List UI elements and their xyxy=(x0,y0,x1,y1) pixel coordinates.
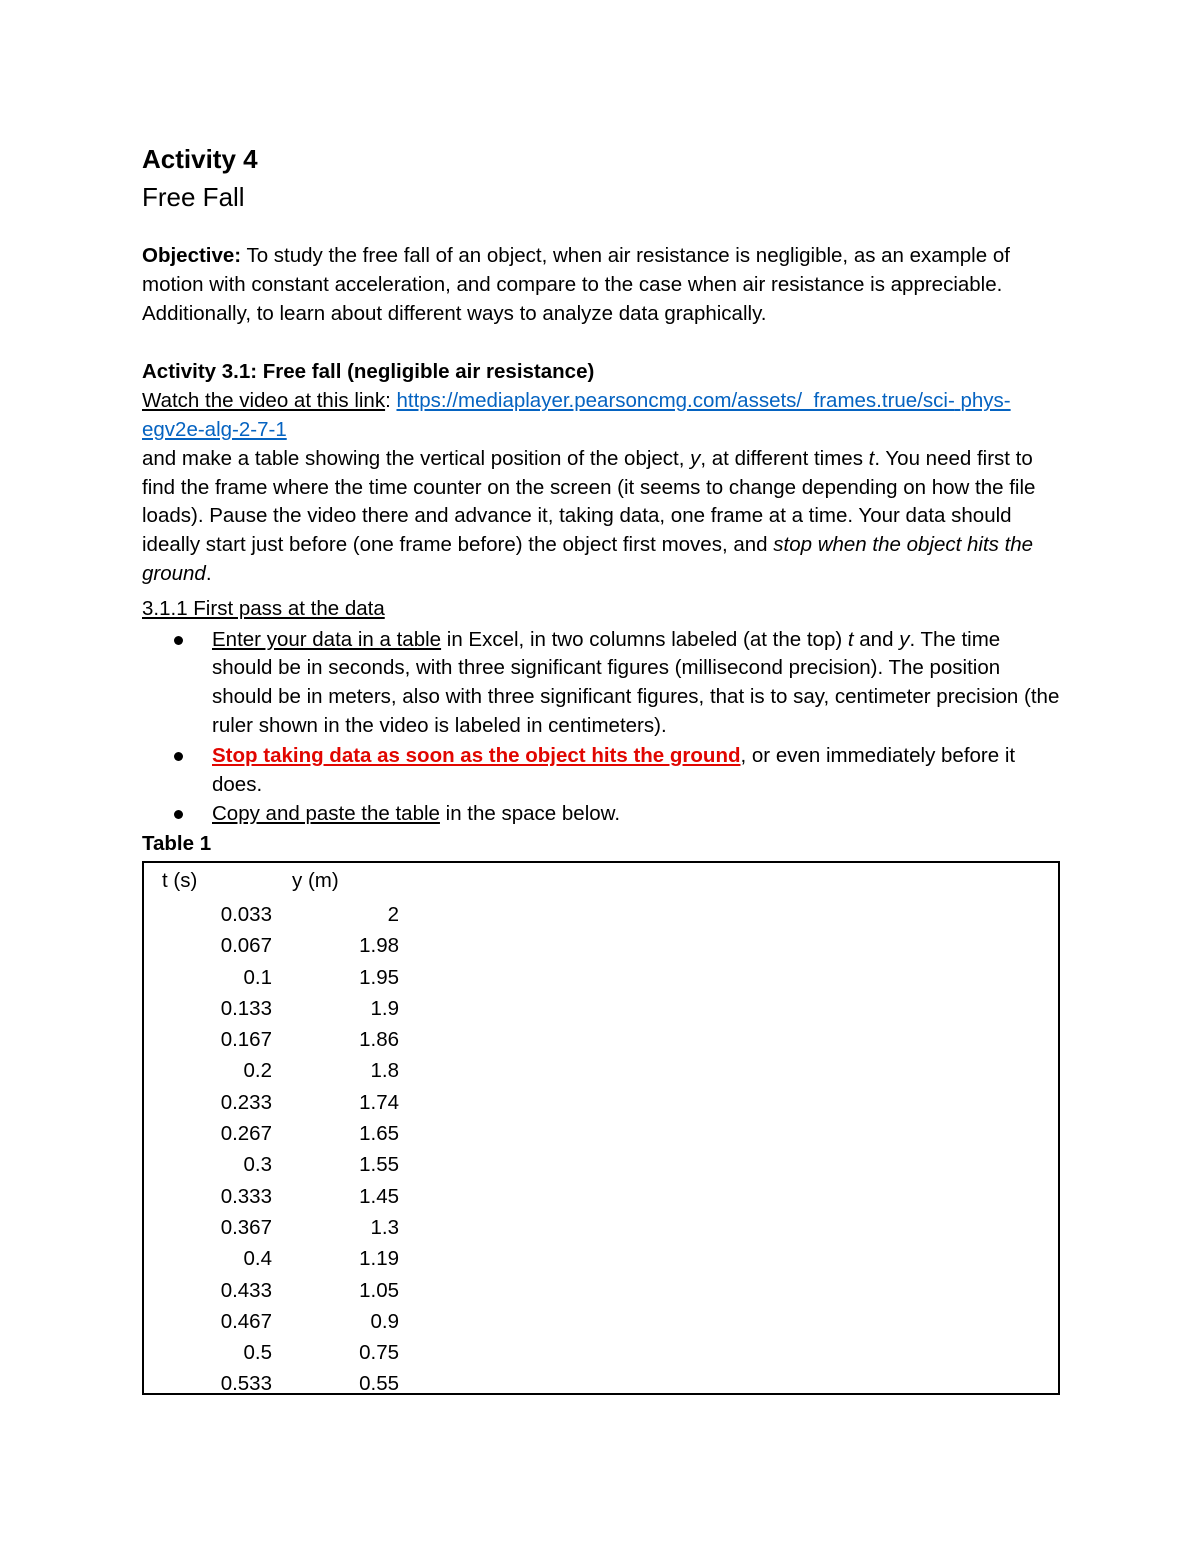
instruction-bullets xyxy=(142,626,1062,830)
cell-t: 0.2 xyxy=(243,1059,272,1083)
column-header-y: y (m) xyxy=(292,868,339,892)
cell-y: 1.98 xyxy=(359,934,399,958)
cell-t: 0.5 xyxy=(243,1341,272,1365)
bullet-dot-icon xyxy=(174,810,183,819)
objective-label: Objective: xyxy=(142,244,242,267)
bullet-copy-paste xyxy=(142,800,1062,829)
cell-y: 1.55 xyxy=(359,1153,399,1177)
cell-t: 0.033 xyxy=(220,902,272,926)
table-row xyxy=(144,1087,444,1118)
cell-y: 1.86 xyxy=(359,1028,399,1052)
column-header-t: t (s) xyxy=(162,868,198,892)
cell-t: 0.367 xyxy=(220,1215,272,1239)
data-rows xyxy=(144,899,444,1400)
title-free-fall: Free Fall xyxy=(142,182,245,212)
cell-y: 1.74 xyxy=(359,1090,399,1114)
table-row xyxy=(144,1243,444,1274)
objective-text: To study the free fall of an object, when air resistance is negligible, as an example of motion with constant acceleration, and compare to the case when air resistance is appreciable. Additionally, to learn about different ways to analyze data graphically. xyxy=(142,244,1010,325)
cell-y: 1.05 xyxy=(359,1278,399,1302)
title-activity: Activity 4 xyxy=(142,144,258,174)
cell-t: 0.133 xyxy=(220,996,272,1020)
colon-separator: : xyxy=(385,389,397,413)
cell-t: 0.267 xyxy=(220,1122,272,1146)
table-row xyxy=(144,1149,444,1180)
bullet-enter-data xyxy=(142,626,1062,741)
table-row xyxy=(144,1181,444,1212)
cell-y: 1.45 xyxy=(359,1184,399,1208)
instructions-end: . xyxy=(205,561,212,585)
cell-t: 0.3 xyxy=(243,1153,272,1177)
table-row xyxy=(144,962,444,993)
cell-y: 1.9 xyxy=(370,996,399,1020)
data-table-box xyxy=(142,861,1060,1395)
cell-t: 0.4 xyxy=(243,1247,272,1271)
cell-y: 1.3 xyxy=(370,1215,399,1239)
cell-t: 0.467 xyxy=(220,1309,272,1333)
cell-t: 0.533 xyxy=(220,1372,272,1396)
bullet1-text-b: . The time should be in seconds, with three significant figures (millisecond precision). The position should be in meters, also with three significant figures, that is to say, centimeter precision (the ruler shown in the video is labeled in centimeters). xyxy=(212,627,1060,737)
activity-3-1-instructions xyxy=(142,387,1062,589)
bullet3-text: in the space below. xyxy=(439,802,621,826)
table-row xyxy=(144,1337,444,1368)
cell-t: 0.333 xyxy=(220,1184,272,1208)
table-row xyxy=(144,1212,444,1243)
video-link-line1: https://mediaplayer.pearsoncmg.com/assets/_frames.true/sci- xyxy=(396,389,955,413)
table-row xyxy=(144,1275,444,1306)
cell-y: 0.75 xyxy=(359,1341,399,1365)
video-link-line2: phys-egv2e-alg-2-7-1 xyxy=(142,389,1011,441)
cell-y: 0.9 xyxy=(370,1309,399,1333)
table-row xyxy=(144,993,444,1024)
instructions-text-a: and make a table showing the vertical position of the object, xyxy=(142,446,691,470)
activity-3-1-heading: Activity 3.1: Free fall (negligible air resistance) xyxy=(142,360,595,384)
bullet1-and: and xyxy=(853,627,900,651)
var-y: y xyxy=(690,446,701,470)
bullet-dot-icon xyxy=(174,636,183,645)
cell-y: 1.8 xyxy=(370,1059,399,1083)
cell-t: 0.233 xyxy=(220,1090,272,1114)
cell-t: 0.167 xyxy=(220,1028,272,1052)
table-row xyxy=(144,1024,444,1055)
cell-t: 0.1 xyxy=(243,965,272,989)
var-t: t xyxy=(868,446,875,470)
bullet2-text: , or even immediately before it does. xyxy=(212,743,1016,796)
cell-y: 2 xyxy=(387,902,399,926)
cell-y: 0.55 xyxy=(359,1372,399,1396)
cell-y: 1.65 xyxy=(359,1122,399,1146)
first-pass-heading: 3.1.1 First pass at the data xyxy=(142,596,385,620)
table-row xyxy=(144,899,444,930)
document-page xyxy=(142,140,1062,1395)
instructions-text-c: . You need first to find the frame where the time counter on the screen (it seems to change depending on how the file loads). Pause the video there and advance it, taking data, one frame at a time. Your data should ideally start just before (one frame before) the object first moves, and xyxy=(142,446,1036,557)
cell-y: 1.95 xyxy=(359,965,399,989)
cell-y: 1.19 xyxy=(359,1247,399,1271)
cell-t: 0.433 xyxy=(220,1278,272,1302)
instructions-stop-italic: stop when the object hits the ground xyxy=(142,533,1034,585)
table-row xyxy=(144,1306,444,1337)
bullet1-text-a: in Excel, in two columns labeled (at the top) xyxy=(441,627,848,651)
watch-video-label: Watch the video at this link xyxy=(142,389,386,413)
bullet2-warning: Stop taking data as soon as the object hits the ground xyxy=(212,743,741,767)
table-row xyxy=(144,930,444,961)
bullet3-underlined: Copy and paste the table xyxy=(212,802,440,826)
instructions-text-b: , at different times xyxy=(700,446,869,470)
bullet-stop-taking-data xyxy=(142,742,1062,800)
bullet-dot-icon xyxy=(174,752,183,761)
objective-paragraph xyxy=(142,242,1062,328)
table-row xyxy=(144,1055,444,1086)
bullet1-var-y: y xyxy=(899,627,910,651)
bullet1-var-t: t xyxy=(847,627,854,651)
table-row xyxy=(144,1118,444,1149)
bullet1-underlined: Enter your data in a table xyxy=(212,627,442,651)
table-label: Table 1 xyxy=(142,832,212,856)
table-row xyxy=(144,1368,444,1399)
document-title xyxy=(142,140,1062,216)
cell-t: 0.067 xyxy=(220,934,272,958)
